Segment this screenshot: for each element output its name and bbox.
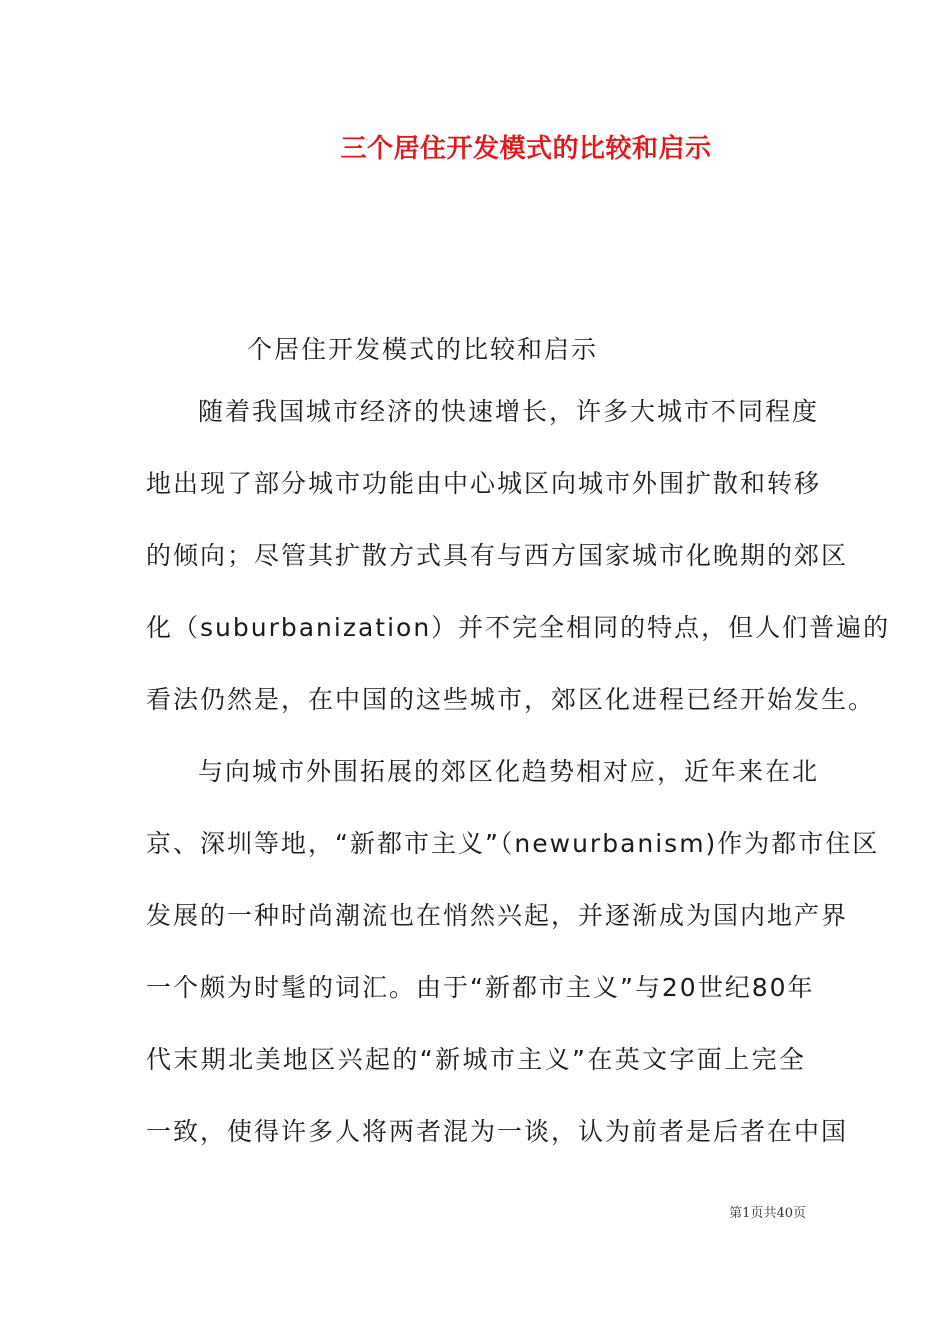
paragraph-line: 与向城市外围拓展的郊区化趋势相对应，近年来在北 — [198, 757, 820, 786]
paragraph-line: 化（suburbanization）并不完全相同的特点，但人们普遍的 — [146, 613, 891, 642]
page-number-footer: 第1页共40页 — [729, 1206, 806, 1221]
document-subtitle: 个居住开发模式的比较和启示 — [247, 335, 599, 364]
paragraph-line: 一致，使得许多人将两者混为一谈，认为前者是后者在中国 — [146, 1117, 849, 1146]
paragraph-1 — [146, 376, 891, 736]
paragraph-line: 随着我国城市经济的快速增长，许多大城市不同程度 — [198, 397, 820, 426]
paragraph-line: 地出现了部分城市功能由中心城区向城市外围扩散和转移 — [146, 469, 822, 498]
paragraph-line: 代末期北美地区兴起的“新城市主义”在英文字面上完全 — [146, 1045, 806, 1074]
paragraph-line: 一个颇为时髦的词汇。由于“新都市主义”与20世纪80年 — [146, 973, 815, 1002]
document-title: 三个居住开发模式的比较和启示 — [340, 134, 712, 164]
paragraph-line: 京、深圳等地，“新都市主义”（newurbanism)作为都市住区 — [146, 829, 880, 858]
paragraph-2 — [146, 736, 880, 1168]
paragraph-line: 发展的一种时尚潮流也在悄然兴起，并逐渐成为国内地产界 — [146, 901, 849, 930]
paragraph-line: 看法仍然是，在中国的这些城市，郊区化进程已经开始发生。 — [146, 685, 876, 714]
paragraph-line: 的倾向；尽管其扩散方式具有与西方国家城市化晚期的郊区 — [146, 541, 849, 570]
